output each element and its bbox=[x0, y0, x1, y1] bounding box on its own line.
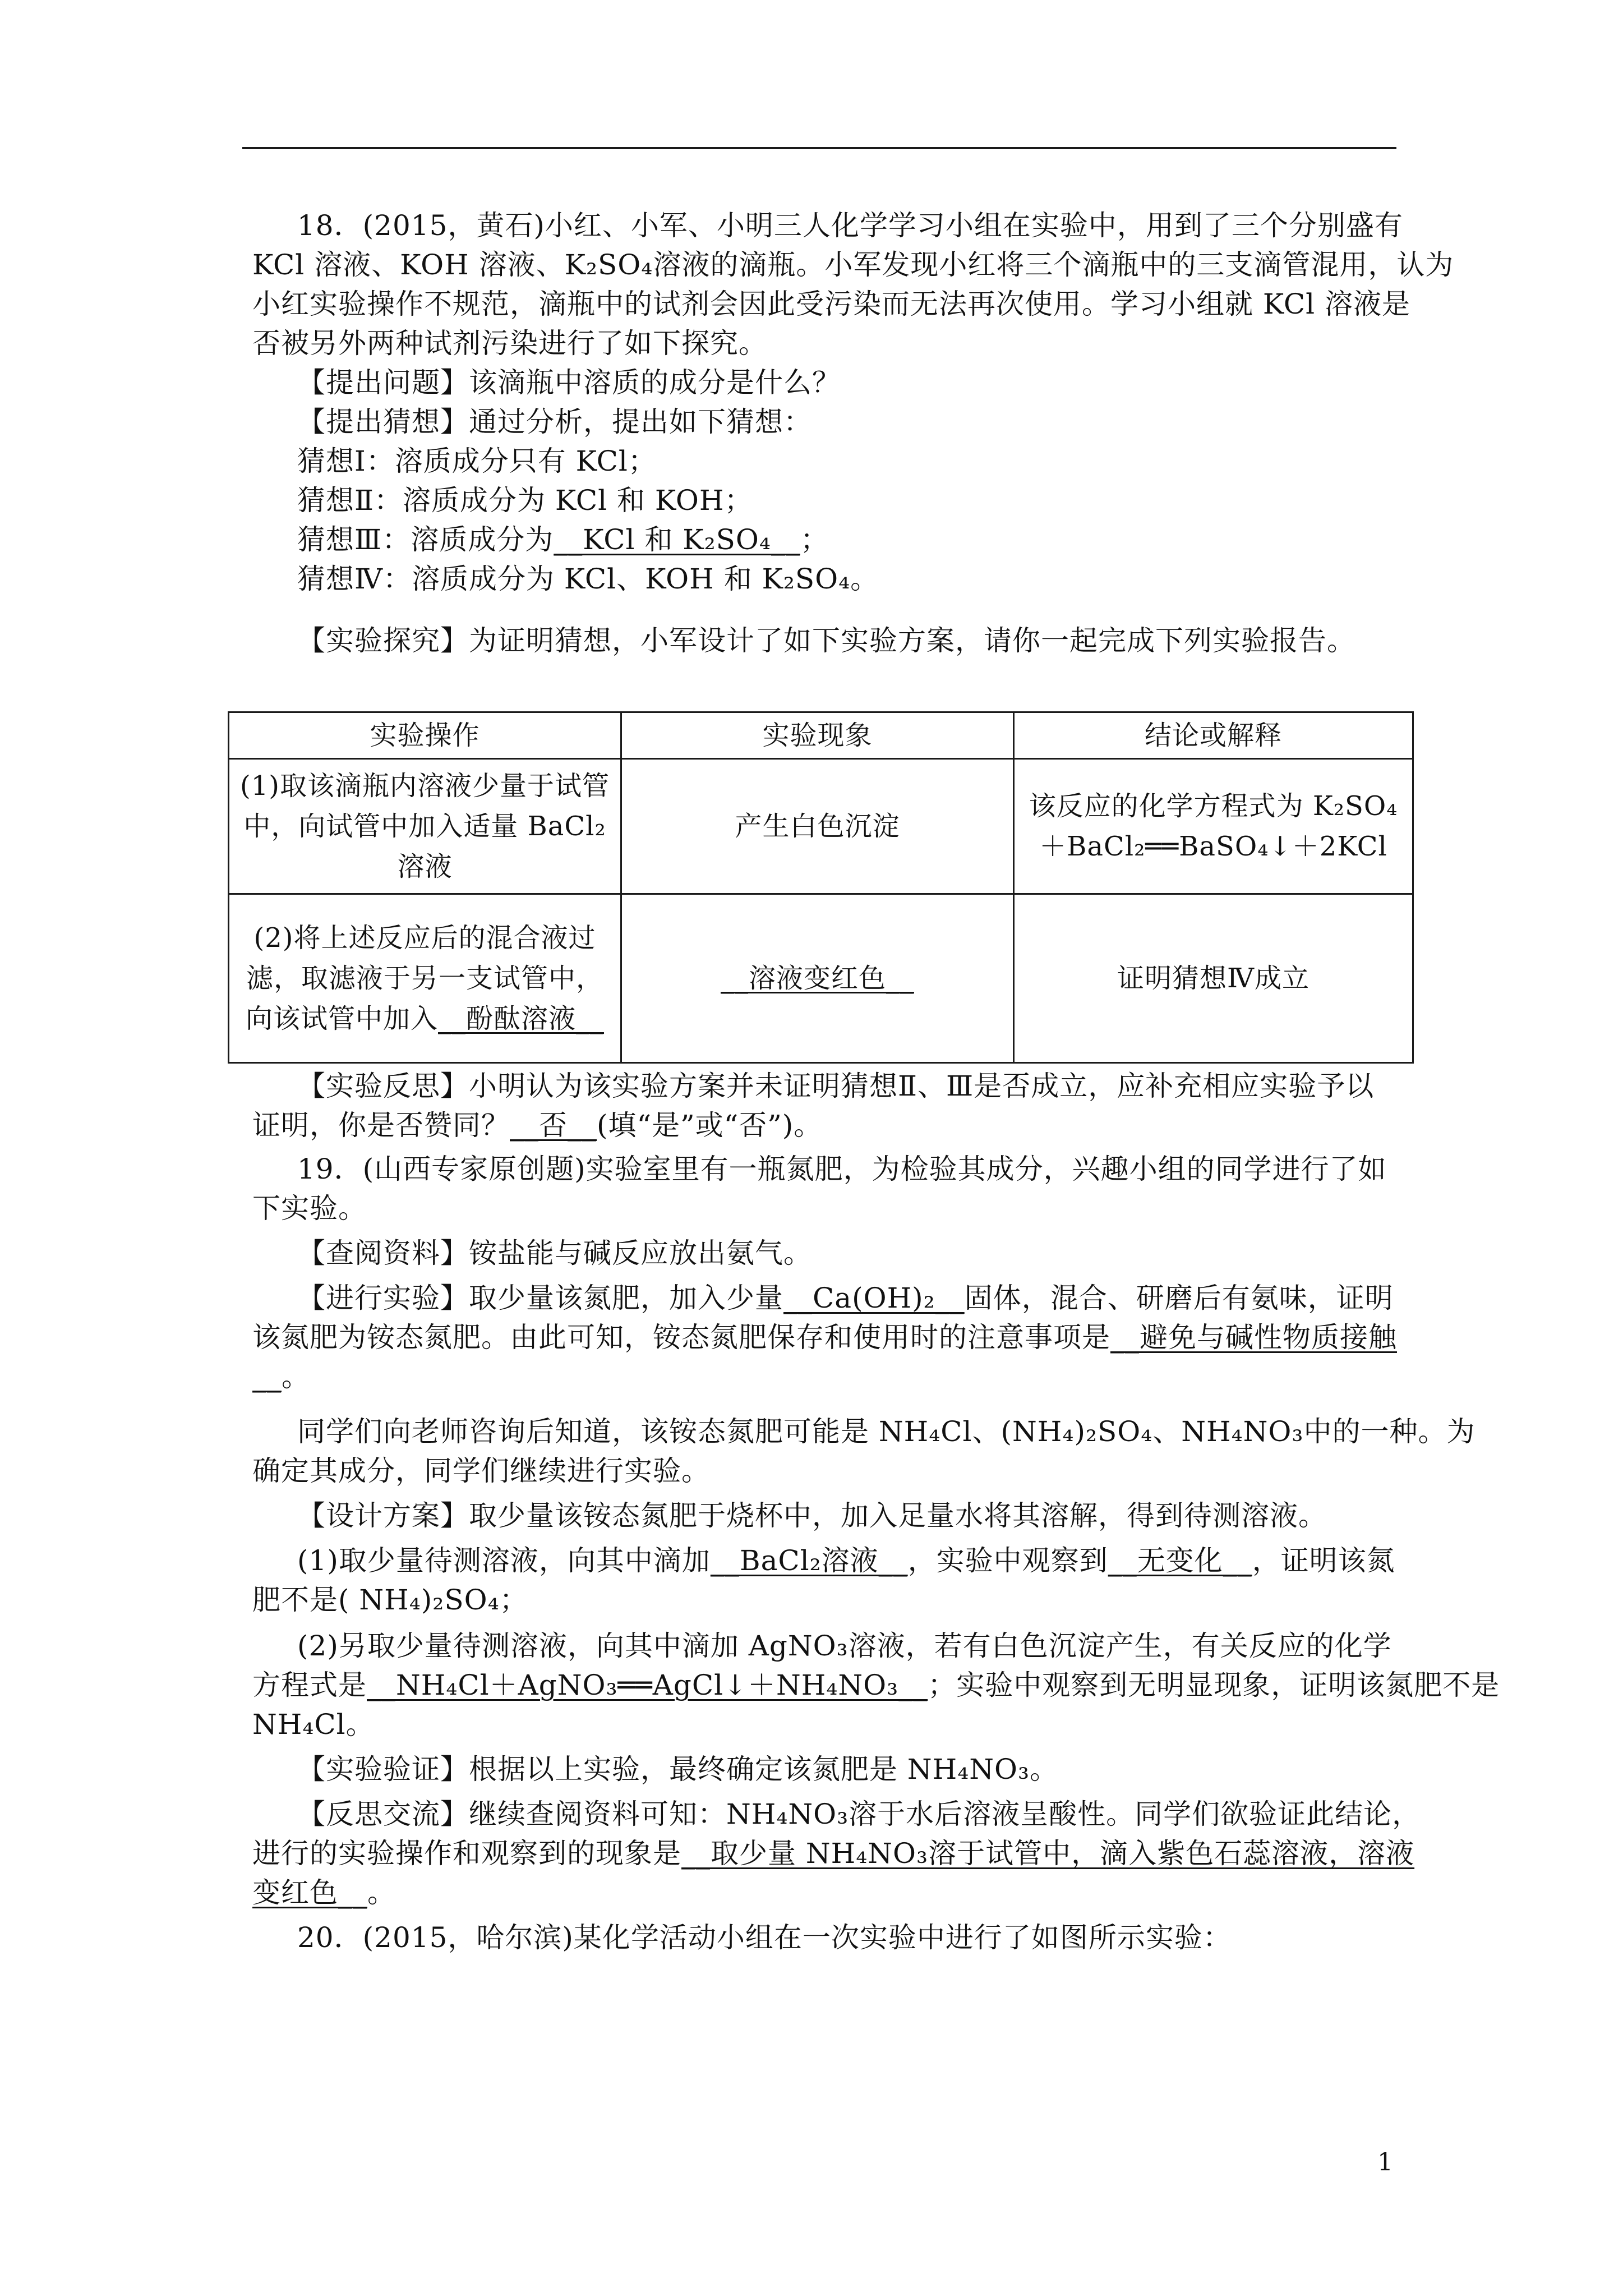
q19-step-1-suffix: ，证明该氮 bbox=[1252, 1544, 1395, 1577]
q18-reflection-prefix: 证明，你是否赞同？ bbox=[252, 1109, 510, 1142]
table-header-conclusion: 结论或解释 bbox=[1014, 712, 1413, 759]
q19-reflect-prefix: 进行的实验操作和观察到的现象是 bbox=[252, 1837, 681, 1870]
q19-experiment-prefix: 【进行实验】取少量该氮肥，加入少量 bbox=[297, 1282, 783, 1314]
row2-operation-text: (2)将上述反应后的混合液过滤，取滤液于另一支试管中，向该试管中加入 bbox=[245, 922, 603, 1034]
q18-guess-3-prefix: 猜想Ⅲ：溶质成分为 bbox=[297, 523, 554, 556]
q18-question: 【提出问题】该滴瓶中溶质的成分是什么？ bbox=[297, 366, 841, 399]
q18-guess-2: 猜想Ⅱ：溶质成分为 KCl 和 KOH； bbox=[297, 484, 753, 517]
experiment-report-table bbox=[228, 711, 1414, 1064]
q18-explore: 【实验探究】为证明猜想，小军设计了如下实验方案，请你一起完成下列实验报告。 bbox=[297, 624, 1355, 657]
q19-step-1-answer-2: __无变化__ bbox=[1108, 1544, 1252, 1577]
q19-step-2-line-1: (2)另取少量待测溶液，向其中滴加 AgNO₃溶液，若有白色沉淀产生，有关反应的化学 bbox=[297, 1630, 1392, 1662]
row2-phenomenon-answer: __溶液变红色__ bbox=[720, 963, 914, 994]
q18-reflection-answer: __否__ bbox=[510, 1109, 597, 1142]
q19-experiment-line-2 bbox=[252, 1315, 1396, 1360]
q19-step-1-line-1 bbox=[297, 1538, 1396, 1583]
q19-step-2-answer: __NH₄Cl＋AgNO₃══AgCl↓＋NH₄NO₃__ bbox=[367, 1669, 928, 1701]
q19-consult-line-2: 确定其成分，同学们继续进行实验。 bbox=[252, 1455, 710, 1487]
q18-guess-1: 猜想Ⅰ：溶质成分只有 KCl； bbox=[297, 445, 657, 477]
q18-guess-3 bbox=[297, 517, 1396, 562]
row2-operation bbox=[229, 894, 621, 1063]
q20-line-1: 20．(2015，哈尔滨)某化学活动小组在一次实验中进行了如图所示实验： bbox=[297, 1921, 1232, 1954]
q19-experiment-answer-1: __Ca(OH)₂__ bbox=[783, 1282, 965, 1314]
q19-experiment-line-2-prefix: 该氮肥为铵态氮肥。由此可知，铵态氮肥保存和使用时的注意事项是 bbox=[252, 1321, 1110, 1354]
table-row bbox=[229, 759, 1413, 894]
q19-materials: 【查阅资料】铵盐能与碱反应放出氨气。 bbox=[297, 1237, 812, 1269]
q19-reflect-line-2 bbox=[252, 1831, 1415, 1876]
q18-guess-4: 猜想Ⅳ：溶质成分为 KCl、KOH 和 K₂SO₄。 bbox=[297, 563, 879, 595]
row2-conclusion: 证明猜想Ⅳ成立 bbox=[1014, 894, 1413, 1063]
q19-step-1-prefix: (1)取少量待测溶液，向其中滴加 bbox=[297, 1544, 711, 1577]
q19-consult-line-1: 同学们向老师咨询后知道，该铵态氮肥可能是 NH₄Cl、(NH₄)₂SO₄、NH₄NO₃中的一种。为 bbox=[297, 1415, 1476, 1448]
q19-step-1-mid: ，实验中观察到 bbox=[907, 1544, 1108, 1577]
page-number: 1 bbox=[1377, 2148, 1393, 2177]
q19-reflect-answer-cont: 变红色__ bbox=[252, 1876, 367, 1909]
q18-line-3: 小红实验操作不规范，滴瓶中的试剂会因此受污染而无法再次使用。学习小组就 KCl 溶液是 bbox=[252, 288, 1411, 320]
q19-reflect-line-3-suffix: 。 bbox=[367, 1876, 396, 1909]
q19-step-2-line-2 bbox=[252, 1663, 1500, 1708]
q18-reflection-suffix: (填“是”或“否”)。 bbox=[597, 1109, 823, 1142]
q19-step-1-line-2: 肥不是( NH₄)₂SO₄； bbox=[252, 1584, 528, 1616]
q18-line-4: 否被另外两种试剂污染进行了如下探究。 bbox=[252, 327, 767, 360]
q19-line-1: 19．(山西专家原创题)实验室里有一瓶氮肥，为检验其成分，兴趣小组的同学进行了如 bbox=[297, 1153, 1387, 1185]
table-header-operation: 实验操作 bbox=[229, 712, 621, 759]
q18-guess-3-answer: __KCl 和 K₂SO₄__ bbox=[554, 523, 800, 556]
q19-experiment-answer-2-cont: __ bbox=[252, 1360, 282, 1393]
table-row bbox=[229, 894, 1413, 1063]
q19-reflect-line-3 bbox=[252, 1870, 1396, 1915]
q19-reflect-answer: __取少量 NH₄NO₃溶于试管中，滴入紫色石蕊溶液，溶液 bbox=[681, 1837, 1415, 1870]
header-rule bbox=[242, 147, 1396, 149]
q19-step-2-suffix: ；实验中观察到无明显现象，证明该氮肥不是 bbox=[928, 1669, 1500, 1701]
q18-reflection-line-1: 【实验反思】小明认为该实验方案并未证明猜想Ⅱ、Ⅲ是否成立，应补充相应实验予以 bbox=[297, 1070, 1375, 1102]
q19-line-2: 下实验。 bbox=[252, 1192, 367, 1225]
row1-operation: (1)取该滴瓶内溶液少量于试管中，向试管中加入适量 BaCl₂溶液 bbox=[229, 759, 621, 894]
row1-conclusion: 该反应的化学方程式为 K₂SO₄＋BaCl₂══BaSO₄↓＋2KCl bbox=[1014, 759, 1413, 894]
q19-step-1-answer-1: __BaCl₂溶液__ bbox=[710, 1544, 908, 1577]
q18-line-1: 18．(2015，黄石)小红、小军、小明三人化学学习小组在实验中，用到了三个分别盛有 bbox=[297, 209, 1403, 242]
q19-experiment-line-3 bbox=[252, 1354, 1396, 1399]
q18-reflection-line-2 bbox=[252, 1103, 1396, 1148]
q19-design: 【设计方案】取少量该铵态氮肥于烧杯中，加入足量水将其溶解，得到待测溶液。 bbox=[297, 1499, 1327, 1532]
q19-step-2-line-3: NH₄Cl。 bbox=[252, 1708, 375, 1741]
row2-operation-answer: __酚酞溶液__ bbox=[438, 1003, 605, 1034]
q18-hypothesis: 【提出猜想】通过分析，提出如下猜想： bbox=[297, 406, 812, 438]
q19-experiment-mid: 固体，混合、研磨后有氨味，证明 bbox=[964, 1282, 1394, 1314]
q19-experiment-answer-2: __避免与碱性物质接触 bbox=[1110, 1321, 1397, 1354]
q19-step-2-prefix: 方程式是 bbox=[252, 1669, 367, 1701]
q18-line-2: KCl 溶液、KOH 溶液、K₂SO₄溶液的滴瓶。小军发现小红将三个滴瓶中的三支滴管混用，认为 bbox=[252, 249, 1454, 281]
q19-reflect-line-1: 【反思交流】继续查阅资料可知：NH₄NO₃溶于水后溶液呈酸性。同学们欲验证此结论， bbox=[297, 1798, 1421, 1830]
row2-phenomenon bbox=[621, 894, 1014, 1063]
q19-experiment-line-3-suffix: 。 bbox=[282, 1360, 310, 1393]
q19-verify: 【实验验证】根据以上实验，最终确定该氮肥是 NH₄NO₃。 bbox=[297, 1753, 1059, 1786]
table-header-phenomenon: 实验现象 bbox=[621, 712, 1014, 759]
q19-experiment-line-1 bbox=[297, 1276, 1396, 1320]
q18-guess-3-suffix: ； bbox=[800, 523, 829, 556]
row1-phenomenon: 产生白色沉淀 bbox=[621, 759, 1014, 894]
